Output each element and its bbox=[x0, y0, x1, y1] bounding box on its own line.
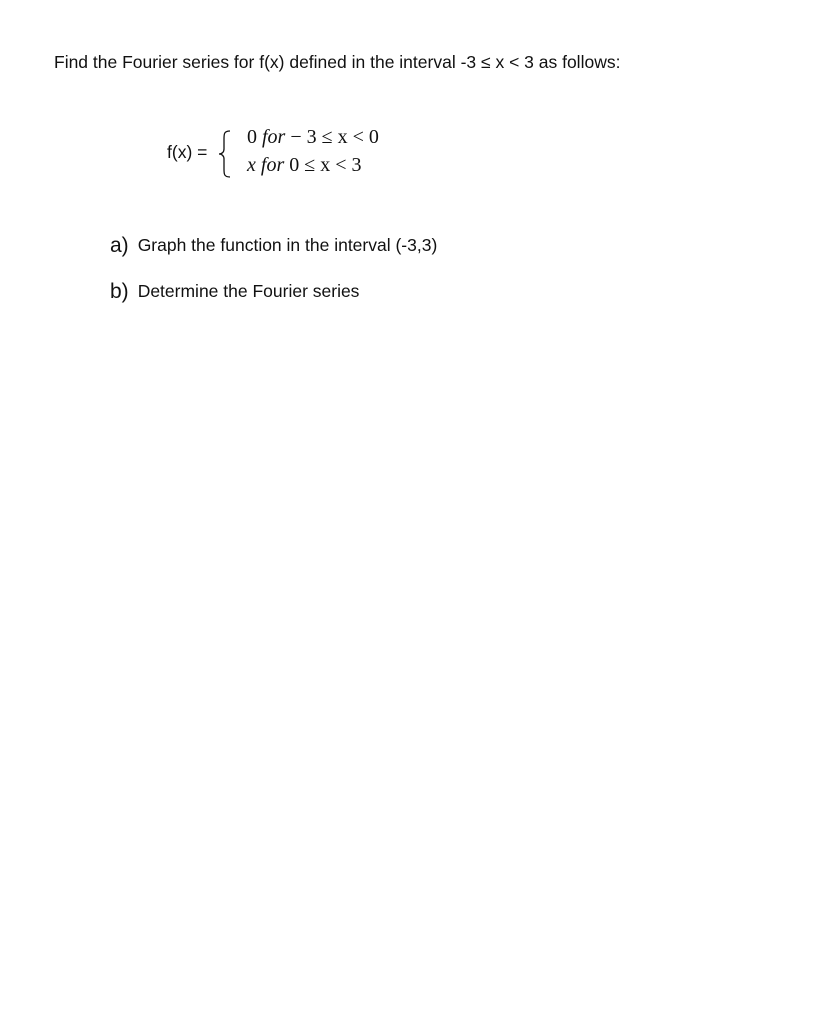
part-a-letter: a) bbox=[110, 234, 129, 257]
left-brace bbox=[218, 130, 232, 178]
question-part-a bbox=[110, 234, 437, 258]
case-two-word: for bbox=[260, 154, 285, 176]
case-one bbox=[247, 126, 379, 149]
function-label: f(x) = bbox=[167, 142, 208, 162]
part-b-letter: b) bbox=[110, 280, 129, 303]
piecewise-function bbox=[167, 124, 467, 184]
part-a-text: Graph the function in the interval (-3,3) bbox=[137, 235, 438, 255]
case-two-condition: 0 ≤ x < 3 bbox=[289, 154, 362, 176]
problem-statement: Find the Fourier series for f(x) defined in the interval -3 ≤ x < 3 as follows: bbox=[54, 52, 621, 72]
part-b-text: Determine the Fourier series bbox=[137, 281, 360, 301]
case-one-value: 0 bbox=[247, 126, 257, 148]
case-two bbox=[247, 154, 362, 177]
question-part-b bbox=[110, 280, 359, 304]
case-two-value: x bbox=[247, 154, 256, 176]
case-one-condition: − 3 ≤ x < 0 bbox=[290, 126, 379, 148]
case-one-word: for bbox=[262, 126, 286, 148]
